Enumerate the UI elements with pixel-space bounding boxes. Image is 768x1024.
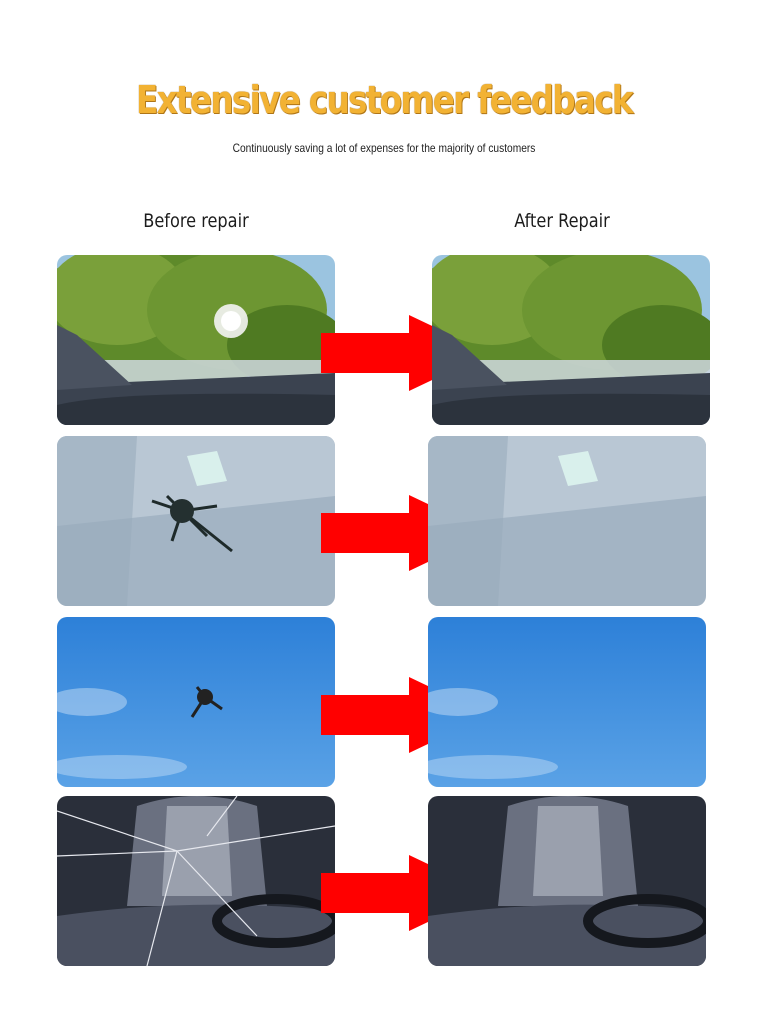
before-photo-sky — [57, 617, 335, 787]
before-photo-interior — [57, 796, 335, 966]
after-photo-trees — [432, 255, 710, 425]
after-photo-sky — [428, 617, 706, 787]
before-photo-trees — [57, 255, 335, 425]
page-title: Extensive customer feedback — [136, 78, 632, 122]
before-photo-glass — [57, 436, 335, 606]
after-photo-interior — [428, 796, 706, 966]
page-subtitle: Continuously saving a lot of expenses for the majority of customers — [232, 141, 536, 155]
before-repair-heading: Before repair — [143, 210, 249, 232]
after-photo-glass — [428, 436, 706, 606]
after-repair-heading: After Repair — [514, 210, 610, 232]
